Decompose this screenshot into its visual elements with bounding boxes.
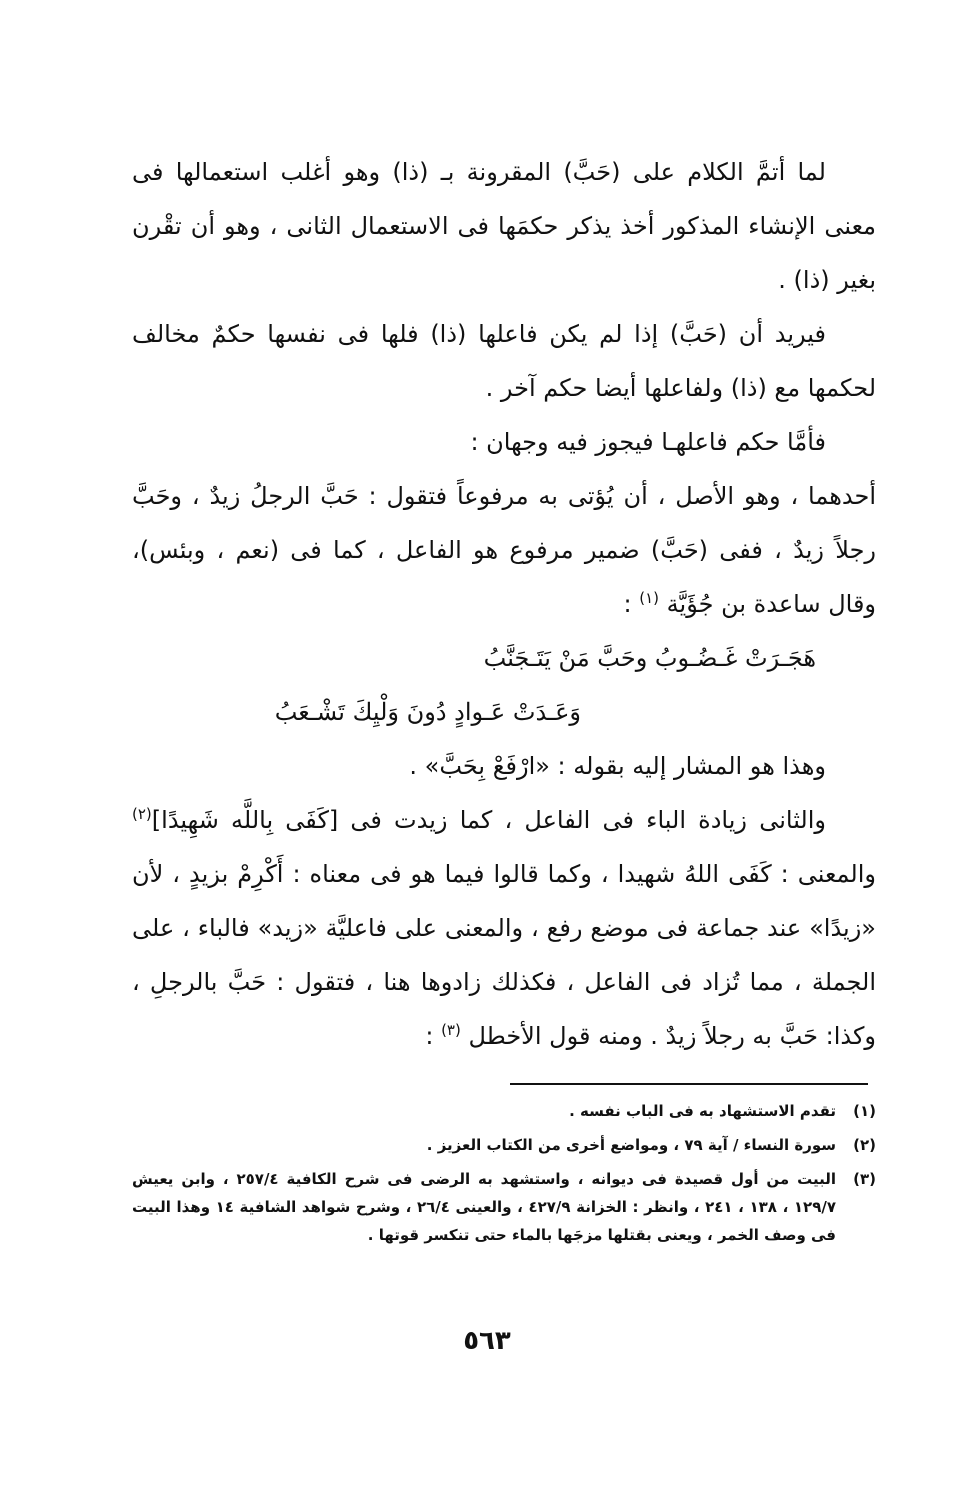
footnote-ref-2: (٢)	[132, 805, 152, 823]
verse-line-2	[132, 685, 876, 739]
paragraph-3-text: فأمَّا حكم فاعلهـا فيجوز فيه وجهان :	[470, 428, 826, 456]
paragraph-2	[132, 307, 876, 415]
footnote-text: تقدم الاستشهاد به فى الباب نفسه .	[569, 1102, 836, 1120]
footnote-3	[132, 1165, 876, 1249]
verse-line-2-text: وَعَـدَتْ عَـوادٍ دُونَ وَلْيِكَ تَشْـعَبُ	[274, 698, 581, 726]
footnote-2	[132, 1131, 876, 1159]
paragraph-4-end: :	[623, 590, 640, 618]
paragraph-6-text-b: والمعنى : كَفَى اللهُ شهيدا ، وكما قالوا فيما هو فى معناه : أَكْرِمْ بزيدٍ ، لأن «زيدًا» عند جماعة فى موضع رفع ، والمعنى على فاعليَّة «زيد» فالباء ، على الجملة ، مما تُزاد فى الفاعل ، فكذلك زادوها هنا ، فتقول : حَبَّ بالرجلِ ، وكذا: حَبَّ به رجلاً زيدٌ . ومنه قول الأخطل	[132, 860, 876, 1050]
footnote-text: البيت من أول قصيدة فى ديوانه ، واستشهد به الرضى فى شرح الكافية ٢٥٧/٤ ، وابن يعيش ١٢٩/٧ ، ١٣٨ ، ٢٤١ ، وانظر : الخزانة ٤٢٧/٩ ، والعينى ٢٦/٤ ، وشرح شواهد الشافية ١٤ وهذا البيت فى وصف الخمر ، ويعنى بقتلها مزجَها بالماء حتى تنكسر قوتها .	[132, 1170, 836, 1244]
paragraph-6-text-a: والثانى زيادة الباء فى الفاعل ، كما زيدت فى [كَفَى بِاللَّه شَهِيدًا]	[151, 806, 826, 834]
paragraph-6	[132, 793, 876, 1063]
paragraph-1-text: لما أتمَّ الكلام على (حَبَّ) المقرونة بـ (ذا) وهو أغلب استعمالها فى معنى الإنشاء المذكور أخذ يذكر حكمَها فى الاستعمال الثانى ، وهو أن تقْرن بغير (ذا) .	[132, 158, 876, 294]
footnote-ref-3: (٣)	[441, 1021, 461, 1039]
paragraph-4	[132, 469, 876, 631]
paragraph-3	[132, 415, 876, 469]
paragraph-6-end: :	[425, 1022, 442, 1050]
footnote-1	[132, 1097, 876, 1125]
page-number: ٥٦٣	[463, 1326, 511, 1356]
paragraph-4-text: أحدهما ، وهو الأصل ، أن يُؤتى به مرفوعاً فتقول : حَبَّ الرجلُ زيدٌ ، وحَبَّ رجلاً زيدٌ ، ففى (حَبَّ) ضمير مرفوع هو الفاعل ، كما فى (نعم ، وبئس)، وقال ساعدة بن جُؤَيَّة	[132, 482, 876, 618]
verse-line-1	[132, 631, 876, 685]
paragraph-1	[132, 145, 876, 307]
verse-line-1-text: هَجَـرَتْ غَـضُـوبُ وحَبَّ مَنْ يَتَـجَنَّبُ	[483, 644, 816, 672]
footnotes	[132, 1097, 876, 1255]
footnote-number: (٢)	[853, 1136, 876, 1154]
footnote-number: (١)	[853, 1102, 876, 1120]
paragraph-5	[132, 739, 876, 793]
footnote-text: سورة النساء / آية ٧٩ ، ومواضع أخرى من الكتاب العزيز .	[426, 1136, 836, 1154]
footnote-ref-1: (١)	[639, 589, 660, 607]
footnote-divider	[510, 1083, 868, 1085]
main-text	[132, 145, 876, 1063]
paragraph-5-text: وهذا هو المشار إليه بقوله : «ارْفَعْ بِحَبَّ» .	[409, 752, 826, 780]
paragraph-2-text: فيريد أن (حَبَّ) إذا لم يكن فاعلها (ذا) فلها فى نفسها حكمٌ مخالف لحكمها مع (ذا) ولفاعلها أيضا حكم آخر .	[132, 320, 876, 402]
footnote-number: (٣)	[853, 1170, 876, 1188]
